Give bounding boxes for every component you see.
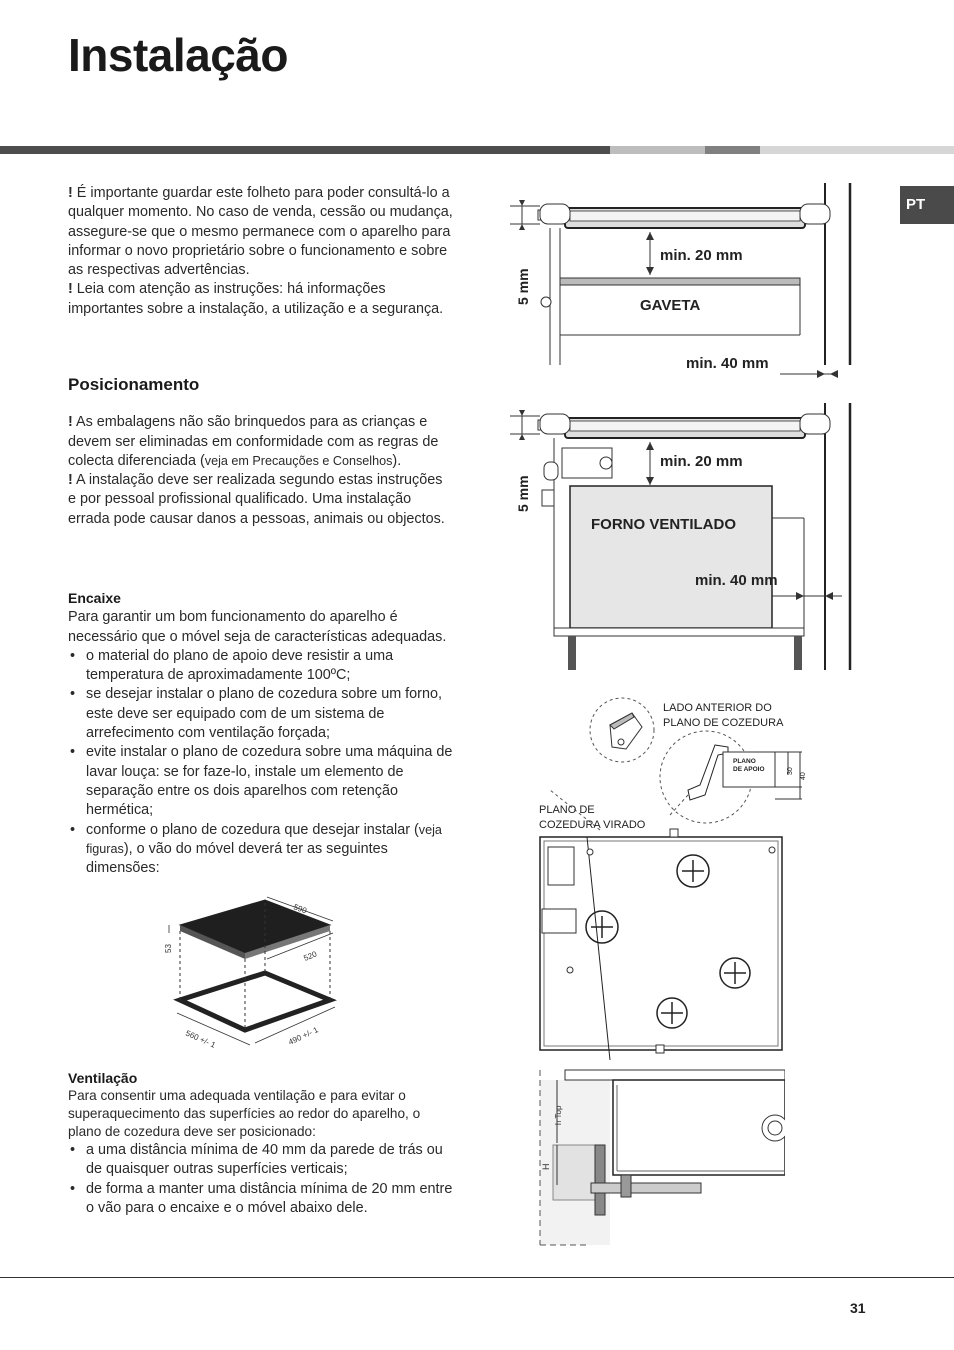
warning-mark: ! bbox=[68, 414, 73, 431]
positioning-paragraph-2 bbox=[68, 471, 453, 529]
item-text: conforme o plano de cozedura que desejar instalar ( bbox=[86, 821, 419, 838]
item-text: ), o vão do móvel deverá ter as seguintes dimensões: bbox=[86, 840, 388, 877]
drawer-clearance-diagram bbox=[510, 180, 870, 385]
support-label-2: DE APOIO bbox=[733, 766, 765, 773]
label-h-top: h Top bbox=[554, 1105, 563, 1125]
label-5mm: 5 mm bbox=[515, 268, 531, 305]
list-item: • evite instalar o plano de cozedura sobre uma máquina de lavar louça: se for faze-lo, instale um elemento de separação entre os dois aparelhos com retenção hermética; bbox=[68, 743, 453, 820]
ventilation-list bbox=[68, 1141, 453, 1218]
label-h: H bbox=[541, 1163, 551, 1170]
positioning-heading: Posicionamento bbox=[68, 375, 200, 394]
intro-text-1: É importante guardar este folheto para poder consultá-lo a qualquer momento. No caso de venda, cessão ou mudança, assegure-se que o mesmo permanece com o aparelho para informar o novo proprietário sobre o funcionamento e sobre as respectivas advertências. bbox=[68, 185, 453, 279]
label-min-40mm: min. 40 mm bbox=[686, 355, 769, 372]
label-min-20mm: min. 20 mm bbox=[660, 247, 743, 264]
section-view-diagram bbox=[535, 1065, 785, 1250]
positioning-section bbox=[68, 375, 453, 529]
support-label-1: PLANO bbox=[733, 758, 756, 765]
dimension-40: 40 bbox=[800, 772, 807, 780]
intro-text-2: Leia com atenção as instruções: há informações importantes sobre a instalação, a utilização e a segurança. bbox=[68, 281, 444, 317]
front-side-label-2: PLANO DE COZEDURA bbox=[663, 717, 784, 729]
warning-mark: ! bbox=[68, 185, 73, 201]
ventilation-intro: Para consentir uma adequada ventilação e para evitar o superaquecimento das superfícies ao redor do aparelho, o plano de cozedura deve ser posicionado: bbox=[68, 1088, 421, 1139]
label-oven: FORNO VENTILADO bbox=[591, 516, 736, 533]
label-5mm: 5 mm bbox=[515, 475, 531, 512]
header-bar-light bbox=[760, 146, 954, 154]
label-drawer: GAVETA bbox=[640, 297, 701, 314]
dimension-590: 590 bbox=[292, 902, 308, 916]
page-number: 31 bbox=[850, 1300, 866, 1316]
header-bar-dark2 bbox=[705, 146, 760, 154]
encaixe-heading: Encaixe bbox=[68, 590, 121, 606]
figure-reference: veja figuras bbox=[86, 822, 442, 856]
ventilation-heading: Ventilação bbox=[68, 1070, 138, 1086]
language-tab[interactable]: PT bbox=[900, 186, 954, 224]
flipped-hob-label-2: COZEDURA VIRADO bbox=[539, 819, 646, 831]
warning-mark: ! bbox=[68, 281, 73, 298]
label-min-20mm: min. 20 mm bbox=[660, 453, 743, 470]
positioning-text-2: A instalação deve ser realizada segundo estas instruções e por pessoal profissional qualificado. Uma instalação errada pode causar danos a pessoas, animais ou objectos. bbox=[68, 472, 445, 527]
oven-clearance-diagram bbox=[510, 400, 870, 675]
ventilation-section bbox=[68, 1069, 453, 1218]
positioning-text-1b: ). bbox=[392, 452, 402, 469]
list-item: • o material do plano de apoio deve resistir a uma temperatura de aproximadamente 100ºC; bbox=[68, 647, 453, 686]
list-item: • de forma a manter uma distância mínima de 20 mm entre o vão para o encaixe e o móvel abaixo dele. bbox=[68, 1180, 453, 1219]
encaixe-intro: Para garantir um bom funcionamento do aparelho é necessário que o móvel seja de características adequadas. bbox=[68, 609, 447, 645]
dimension-520: 520 bbox=[302, 949, 319, 963]
page-title: Instalação bbox=[68, 29, 288, 81]
intro-paragraph-1 bbox=[68, 184, 453, 280]
front-side-label-1: LADO ANTERIOR DO bbox=[663, 702, 772, 714]
list-item: • se desejar instalar o plano de cozedura sobre um forno, este deve ser equipado com de um sistema de arrefecimento com ventilação forçada; bbox=[68, 685, 453, 743]
list-item bbox=[68, 821, 453, 879]
intro-section bbox=[68, 184, 453, 319]
header-bar-mid bbox=[610, 146, 705, 154]
dimension-490: 490 +/- 1 bbox=[287, 1025, 320, 1047]
intro-paragraph-2 bbox=[68, 280, 453, 319]
label-min-40mm: min. 40 mm bbox=[695, 572, 778, 589]
dimension-53: 53 bbox=[164, 944, 173, 953]
warning-mark: ! bbox=[68, 472, 73, 489]
positioning-text-1a: As embalagens não são brinquedos para as crianças e devem ser eliminadas em conformidade com as regras de colecta diferenciada ( bbox=[68, 414, 439, 469]
dimension-30: 30 bbox=[787, 767, 794, 775]
bracket-installation-diagram bbox=[530, 695, 820, 1060]
footer-divider bbox=[0, 1277, 954, 1278]
cutout-dimensions-diagram bbox=[155, 895, 355, 1060]
flipped-hob-label-1: PLANO DE bbox=[539, 804, 595, 816]
header-bar-dark bbox=[0, 146, 610, 154]
positioning-reference: veja em Precauções e Conselhos bbox=[204, 453, 393, 468]
encaixe-section bbox=[68, 589, 453, 878]
positioning-paragraph-1 bbox=[68, 413, 453, 471]
encaixe-list bbox=[68, 647, 453, 879]
list-item: • a uma distância mínima de 40 mm da parede de trás ou de quaisquer outras superfícies verticais; bbox=[68, 1141, 453, 1180]
dimension-560: 560 +/- 1 bbox=[184, 1028, 217, 1050]
